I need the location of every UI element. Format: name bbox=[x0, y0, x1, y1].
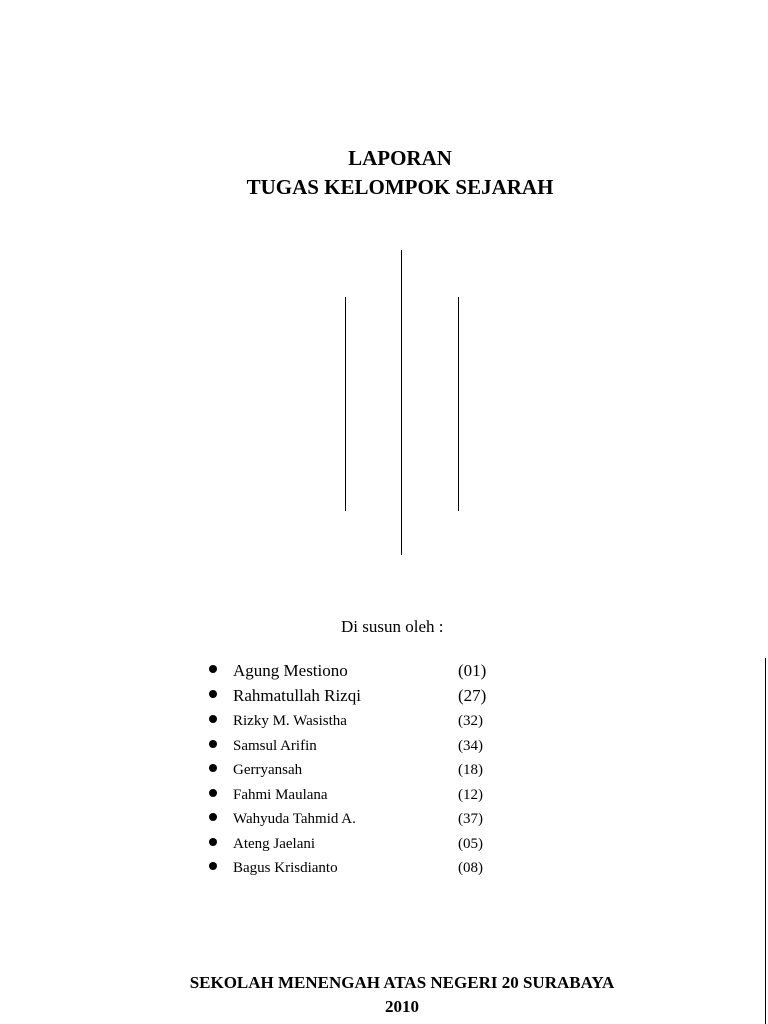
decorative-line-left bbox=[345, 297, 346, 511]
member-name: Rahmatullah Rizqi bbox=[233, 686, 361, 705]
member-number: (01) bbox=[458, 661, 487, 680]
member-number: (05) bbox=[458, 835, 483, 852]
bullet-icon bbox=[209, 862, 217, 870]
list-item bbox=[209, 784, 529, 809]
bullet-icon bbox=[209, 764, 217, 772]
member-list bbox=[209, 660, 529, 882]
member-number: (27) bbox=[458, 686, 487, 705]
member-number: (18) bbox=[458, 762, 483, 778]
bullet-icon bbox=[209, 715, 217, 723]
bullet-icon bbox=[209, 813, 217, 821]
member-name: Gerryansah bbox=[233, 762, 303, 778]
member-name: Ateng Jaelani bbox=[233, 835, 316, 852]
bullet-icon bbox=[209, 665, 217, 673]
list-item bbox=[209, 857, 529, 882]
report-subtitle: TUGAS KELOMPOK SEJARAH bbox=[246, 175, 554, 199]
list-item bbox=[209, 685, 529, 710]
list-item bbox=[209, 808, 529, 833]
member-number: (37) bbox=[458, 811, 483, 827]
page-edge-line bbox=[765, 658, 766, 1024]
member-number: (08) bbox=[458, 860, 483, 876]
member-name: Rizky M. Wasistha bbox=[233, 713, 347, 729]
member-number: (32) bbox=[458, 713, 483, 729]
member-number: (12) bbox=[458, 786, 483, 803]
bullet-icon bbox=[209, 789, 217, 797]
bullet-icon bbox=[209, 838, 217, 846]
report-title: LAPORAN bbox=[348, 146, 452, 170]
list-item bbox=[209, 833, 529, 858]
school-name: SEKOLAH MENENGAH ATAS NEGERI 20 SURABAYA bbox=[189, 973, 615, 992]
bullet-icon bbox=[209, 690, 217, 698]
member-name: Agung Mestiono bbox=[233, 661, 348, 680]
member-number: (34) bbox=[458, 737, 483, 754]
decorative-line-right bbox=[458, 297, 459, 511]
report-year: 2010 bbox=[385, 997, 419, 1016]
member-name: Samsul Arifin bbox=[233, 737, 317, 754]
member-name: Bagus Krisdianto bbox=[233, 860, 338, 876]
bullet-icon bbox=[209, 740, 217, 748]
decorative-line-center bbox=[401, 250, 402, 555]
list-item bbox=[209, 759, 529, 784]
member-name: Fahmi Maulana bbox=[233, 786, 328, 803]
compiled-by-label: Di susun oleh : bbox=[341, 617, 444, 636]
list-item bbox=[209, 710, 529, 735]
member-name: Wahyuda Tahmid A. bbox=[233, 811, 356, 827]
list-item bbox=[209, 660, 529, 685]
list-item bbox=[209, 735, 529, 760]
